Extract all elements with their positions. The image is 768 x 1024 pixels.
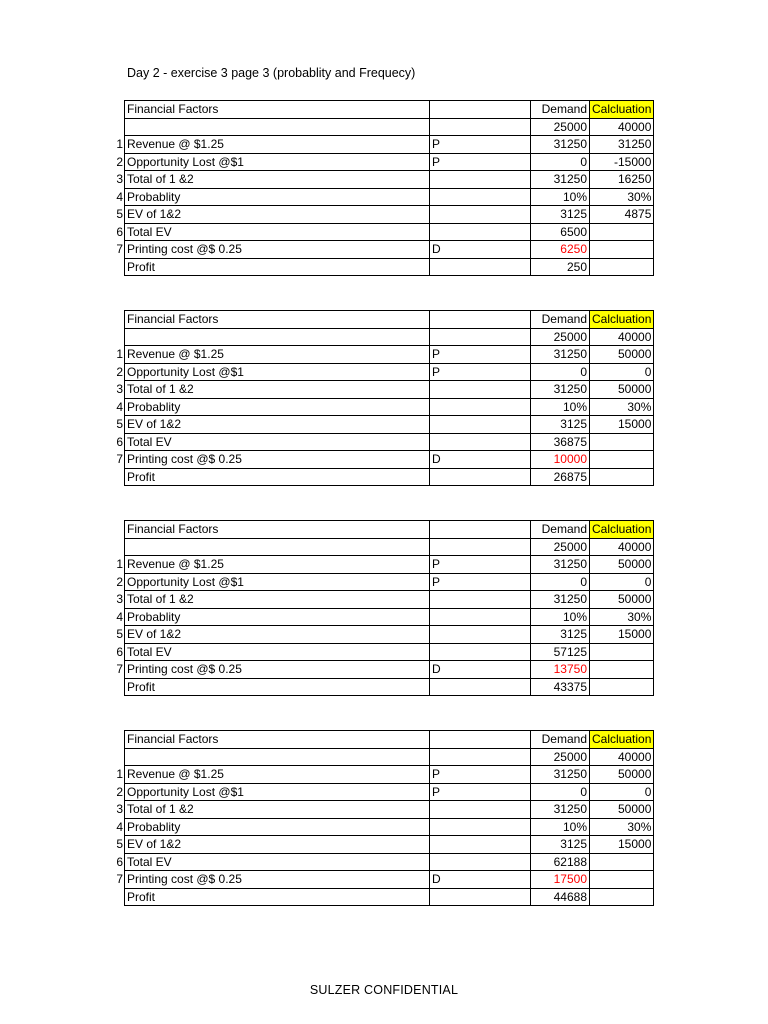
row-flag xyxy=(430,468,531,486)
row-number: 5 xyxy=(116,837,123,852)
demand-value: 3125 xyxy=(531,206,590,224)
calculation-value: 0 xyxy=(590,573,654,591)
calculation-value xyxy=(590,468,654,486)
row-label: Revenue @ $1.25 xyxy=(125,556,430,574)
row-number: 7 xyxy=(116,872,123,887)
row-label: Probablity xyxy=(125,188,430,206)
financial-factors-table-4 xyxy=(112,730,654,906)
calculation-value: 30% xyxy=(590,818,654,836)
demand-value: 43375 xyxy=(531,678,590,696)
row-number: 2 xyxy=(116,154,123,169)
row-number-cell xyxy=(112,731,125,749)
row-label: Printing cost @$ 0.25 xyxy=(125,451,430,469)
row-label xyxy=(125,748,430,766)
row-flag: D xyxy=(430,241,531,259)
row-label: Total of 1 &2 xyxy=(125,381,430,399)
calculation-value xyxy=(590,661,654,679)
row-number xyxy=(112,888,125,906)
row-number: 3 xyxy=(116,382,123,397)
row-label: Total EV xyxy=(125,223,430,241)
table-header-row xyxy=(112,311,654,329)
demand-value: 10% xyxy=(531,398,590,416)
demand-value: 3125 xyxy=(531,836,590,854)
row-number-cell xyxy=(112,521,125,539)
table-row xyxy=(112,346,654,364)
table-row xyxy=(112,468,654,486)
row-flag xyxy=(430,748,531,766)
calculation-value: 50000 xyxy=(590,381,654,399)
calculation-value xyxy=(590,871,654,889)
row-number: 1 xyxy=(116,557,123,572)
table-row xyxy=(112,661,654,679)
row-label: Total of 1 &2 xyxy=(125,591,430,609)
row-flag xyxy=(430,171,531,189)
demand-value: 0 xyxy=(531,783,590,801)
header-flag-cell xyxy=(430,311,531,329)
table-row xyxy=(112,836,654,854)
row-flag xyxy=(430,258,531,276)
row-number: 5 xyxy=(116,417,123,432)
demand-value: 25000 xyxy=(531,118,590,136)
row-flag xyxy=(430,888,531,906)
calculation-value: 40000 xyxy=(590,538,654,556)
row-number xyxy=(112,748,125,766)
row-flag xyxy=(430,118,531,136)
calculation-value: 0 xyxy=(590,783,654,801)
row-flag: D xyxy=(430,871,531,889)
table-header-row xyxy=(112,521,654,539)
table-row xyxy=(112,136,654,154)
row-label: Opportunity Lost @$1 xyxy=(125,363,430,381)
row-number: 2 xyxy=(116,784,123,799)
calculation-value: -15000 xyxy=(590,153,654,171)
row-flag xyxy=(430,626,531,644)
header-flag-cell xyxy=(430,731,531,749)
row-label: EV of 1&2 xyxy=(125,416,430,434)
calculation-value: 15000 xyxy=(590,416,654,434)
row-number: 2 xyxy=(116,364,123,379)
row-flag: D xyxy=(430,451,531,469)
row-flag xyxy=(430,801,531,819)
header-financial-factors: Financial Factors xyxy=(125,311,430,329)
row-number: 2 xyxy=(116,574,123,589)
calculation-value: 30% xyxy=(590,398,654,416)
row-label: EV of 1&2 xyxy=(125,206,430,224)
row-label xyxy=(125,328,430,346)
header-financial-factors: Financial Factors xyxy=(125,521,430,539)
row-number: 1 xyxy=(116,767,123,782)
row-number: 1 xyxy=(116,347,123,362)
financial-factors-grid xyxy=(112,730,654,906)
row-flag xyxy=(430,608,531,626)
row-flag xyxy=(430,433,531,451)
row-number xyxy=(112,328,125,346)
demand-value: 10000 xyxy=(531,451,590,469)
table-row xyxy=(112,171,654,189)
row-number: 7 xyxy=(116,452,123,467)
row-number: 4 xyxy=(116,609,123,624)
demand-value: 31250 xyxy=(531,766,590,784)
row-label: Opportunity Lost @$1 xyxy=(125,783,430,801)
row-label: Probablity xyxy=(125,398,430,416)
calculation-value: 50000 xyxy=(590,346,654,364)
table-row xyxy=(112,556,654,574)
demand-value: 13750 xyxy=(531,661,590,679)
header-demand: Demand xyxy=(531,101,590,119)
row-label: Profit xyxy=(125,468,430,486)
header-calculation: Calcluation xyxy=(590,521,654,539)
calculation-value: 15000 xyxy=(590,836,654,854)
row-number: 4 xyxy=(116,189,123,204)
calculation-value xyxy=(590,223,654,241)
demand-value: 57125 xyxy=(531,643,590,661)
row-label: Printing cost @$ 0.25 xyxy=(125,241,430,259)
row-label: Profit xyxy=(125,888,430,906)
row-flag xyxy=(430,538,531,556)
demand-value: 25000 xyxy=(531,748,590,766)
demand-value: 0 xyxy=(531,363,590,381)
row-flag xyxy=(430,206,531,224)
demand-value: 31250 xyxy=(531,801,590,819)
financial-factors-table-1 xyxy=(112,100,654,276)
demand-value: 26875 xyxy=(531,468,590,486)
demand-value: 6500 xyxy=(531,223,590,241)
table-row xyxy=(112,608,654,626)
table-row xyxy=(112,871,654,889)
table-row xyxy=(112,433,654,451)
demand-value: 36875 xyxy=(531,433,590,451)
row-number: 7 xyxy=(116,662,123,677)
row-label: Probablity xyxy=(125,608,430,626)
header-calculation: Calcluation xyxy=(590,311,654,329)
row-number: 6 xyxy=(116,644,123,659)
table-row xyxy=(112,801,654,819)
table-row xyxy=(112,381,654,399)
calculation-value: 50000 xyxy=(590,556,654,574)
row-flag: D xyxy=(430,661,531,679)
table-row xyxy=(112,241,654,259)
header-flag-cell xyxy=(430,101,531,119)
table-row xyxy=(112,451,654,469)
row-number xyxy=(112,118,125,136)
calculation-value: 31250 xyxy=(590,136,654,154)
demand-value: 3125 xyxy=(531,626,590,644)
row-number: 4 xyxy=(116,819,123,834)
calculation-value: 30% xyxy=(590,608,654,626)
row-number: 4 xyxy=(116,399,123,414)
row-label: Total of 1 &2 xyxy=(125,171,430,189)
table-row xyxy=(112,223,654,241)
row-flag xyxy=(430,416,531,434)
demand-value: 31250 xyxy=(531,346,590,364)
calculation-value: 50000 xyxy=(590,591,654,609)
row-label: Revenue @ $1.25 xyxy=(125,766,430,784)
row-number xyxy=(112,678,125,696)
header-demand: Demand xyxy=(531,311,590,329)
calculation-value: 16250 xyxy=(590,171,654,189)
row-flag: P xyxy=(430,153,531,171)
row-flag: P xyxy=(430,573,531,591)
demand-value: 10% xyxy=(531,818,590,836)
row-label: Total EV xyxy=(125,433,430,451)
row-number-cell xyxy=(112,101,125,119)
calculation-value: 0 xyxy=(590,363,654,381)
calculation-value xyxy=(590,433,654,451)
header-calculation: Calcluation xyxy=(590,101,654,119)
header-demand: Demand xyxy=(531,521,590,539)
financial-factors-grid xyxy=(112,100,654,276)
header-financial-factors: Financial Factors xyxy=(125,101,430,119)
calculation-value xyxy=(590,643,654,661)
table-row xyxy=(112,328,654,346)
row-label: Total of 1 &2 xyxy=(125,801,430,819)
row-label: EV of 1&2 xyxy=(125,626,430,644)
financial-factors-table-2 xyxy=(112,310,654,486)
table-row xyxy=(112,818,654,836)
table-row xyxy=(112,118,654,136)
calculation-value: 40000 xyxy=(590,118,654,136)
row-number xyxy=(112,468,125,486)
row-number: 6 xyxy=(116,434,123,449)
demand-value: 0 xyxy=(531,573,590,591)
calculation-value: 4875 xyxy=(590,206,654,224)
calculation-value: 15000 xyxy=(590,626,654,644)
demand-value: 250 xyxy=(531,258,590,276)
calculation-value: 40000 xyxy=(590,748,654,766)
demand-value: 25000 xyxy=(531,328,590,346)
table-row xyxy=(112,766,654,784)
row-number: 7 xyxy=(116,242,123,257)
demand-value: 3125 xyxy=(531,416,590,434)
demand-value: 31250 xyxy=(531,136,590,154)
row-number: 6 xyxy=(116,854,123,869)
calculation-value xyxy=(590,451,654,469)
row-number: 3 xyxy=(116,592,123,607)
table-row xyxy=(112,643,654,661)
financial-factors-grid xyxy=(112,520,654,696)
row-flag: P xyxy=(430,346,531,364)
row-label: Printing cost @$ 0.25 xyxy=(125,871,430,889)
row-label: Opportunity Lost @$1 xyxy=(125,573,430,591)
row-label: EV of 1&2 xyxy=(125,836,430,854)
row-flag: P xyxy=(430,136,531,154)
calculation-value: 50000 xyxy=(590,766,654,784)
financial-factors-table-3 xyxy=(112,520,654,696)
row-number: 1 xyxy=(116,137,123,152)
row-label xyxy=(125,538,430,556)
demand-value: 62188 xyxy=(531,853,590,871)
demand-value: 31250 xyxy=(531,556,590,574)
table-row xyxy=(112,188,654,206)
table-row xyxy=(112,591,654,609)
row-number: 6 xyxy=(116,224,123,239)
table-row xyxy=(112,853,654,871)
table-row xyxy=(112,573,654,591)
row-label: Printing cost @$ 0.25 xyxy=(125,661,430,679)
table-row xyxy=(112,783,654,801)
row-flag xyxy=(430,853,531,871)
confidential-footer: SULZER CONFIDENTIAL xyxy=(309,983,459,997)
row-number: 3 xyxy=(116,802,123,817)
demand-value: 17500 xyxy=(531,871,590,889)
demand-value: 31250 xyxy=(531,381,590,399)
row-number xyxy=(112,538,125,556)
page-title: Day 2 - exercise 3 page 3 (probablity and Frequecy) xyxy=(127,66,416,80)
table-row xyxy=(112,398,654,416)
row-label: Probablity xyxy=(125,818,430,836)
table-row xyxy=(112,153,654,171)
demand-value: 44688 xyxy=(531,888,590,906)
header-demand: Demand xyxy=(531,731,590,749)
calculation-value: 40000 xyxy=(590,328,654,346)
demand-value: 10% xyxy=(531,608,590,626)
demand-value: 31250 xyxy=(531,171,590,189)
table-header-row xyxy=(112,731,654,749)
row-flag xyxy=(430,188,531,206)
row-flag xyxy=(430,398,531,416)
row-label: Revenue @ $1.25 xyxy=(125,346,430,364)
demand-value: 6250 xyxy=(531,241,590,259)
calculation-value: 30% xyxy=(590,188,654,206)
table-row xyxy=(112,538,654,556)
row-label: Revenue @ $1.25 xyxy=(125,136,430,154)
row-number-cell xyxy=(112,311,125,329)
row-flag: P xyxy=(430,363,531,381)
table-row xyxy=(112,888,654,906)
row-label: Profit xyxy=(125,678,430,696)
calculation-value xyxy=(590,678,654,696)
row-flag xyxy=(430,591,531,609)
row-label: Opportunity Lost @$1 xyxy=(125,153,430,171)
row-label xyxy=(125,118,430,136)
table-row xyxy=(112,363,654,381)
demand-value: 0 xyxy=(531,153,590,171)
row-number: 3 xyxy=(116,172,123,187)
calculation-value: 50000 xyxy=(590,801,654,819)
row-number: 5 xyxy=(116,627,123,642)
table-row xyxy=(112,416,654,434)
table-row xyxy=(112,258,654,276)
table-row xyxy=(112,626,654,644)
demand-value: 31250 xyxy=(531,591,590,609)
demand-value: 25000 xyxy=(531,538,590,556)
calculation-value xyxy=(590,241,654,259)
row-label: Total EV xyxy=(125,643,430,661)
row-number: 5 xyxy=(116,207,123,222)
calculation-value xyxy=(590,258,654,276)
table-row xyxy=(112,206,654,224)
row-label: Total EV xyxy=(125,853,430,871)
header-financial-factors: Financial Factors xyxy=(125,731,430,749)
row-flag xyxy=(430,223,531,241)
row-flag xyxy=(430,328,531,346)
header-calculation: Calcluation xyxy=(590,731,654,749)
table-row xyxy=(112,748,654,766)
calculation-value xyxy=(590,853,654,871)
calculation-value xyxy=(590,888,654,906)
row-flag: P xyxy=(430,556,531,574)
row-label: Profit xyxy=(125,258,430,276)
row-flag: P xyxy=(430,766,531,784)
row-flag xyxy=(430,381,531,399)
row-flag xyxy=(430,836,531,854)
row-number xyxy=(112,258,125,276)
table-header-row xyxy=(112,101,654,119)
row-flag: P xyxy=(430,783,531,801)
row-flag xyxy=(430,643,531,661)
table-row xyxy=(112,678,654,696)
financial-factors-grid xyxy=(112,310,654,486)
demand-value: 10% xyxy=(531,188,590,206)
row-flag xyxy=(430,818,531,836)
header-flag-cell xyxy=(430,521,531,539)
row-flag xyxy=(430,678,531,696)
